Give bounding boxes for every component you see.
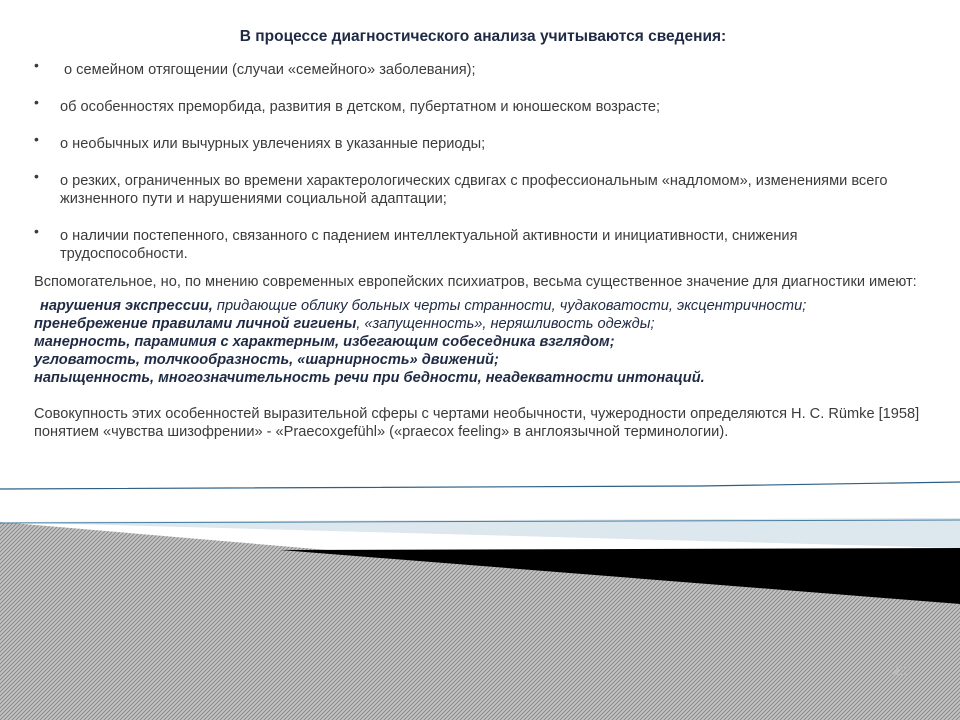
bullet-text: о необычных или вычурных увлечениях в указанные периоды; — [60, 136, 486, 152]
bullet-item — [34, 168, 924, 208]
bullet-text: об особенностях преморбида, развития в детском, пубертатном и юношеском возрасте; — [60, 99, 661, 115]
bullet-item — [34, 57, 924, 79]
sign-line — [34, 351, 924, 369]
sign-line — [34, 369, 924, 387]
sign-line — [34, 333, 924, 351]
sign-bold-text: пренебрежение правилами личной гигиены — [34, 316, 357, 332]
sign-bold-text: манерность, парамимия с характерным, избегающим собеседника взглядом; — [34, 334, 615, 350]
slide-title: В процессе диагностического анализа учитываются сведения: — [239, 28, 727, 45]
auxiliary-intro-paragraph: Вспомогательное, но, по мнению современных европейских психиатров, весьма существенное значение для диагностики имеют: — [34, 274, 917, 290]
bullet-item — [34, 94, 924, 116]
conclusion-paragraph: Совокупность этих особенностей выразительной сферы с чертами необычности, чужеродности определяются H. C. Rümke [1958] понятием «чувства шизофрении» - «Praecoxgefühl» («praecox feeling» в англоязычной терминологии). — [34, 406, 920, 440]
bullet-text: о семейном отягощении (случаи «семейного» заболевания); — [64, 62, 476, 78]
sign-bold-text: нарушения экспрессии, — [40, 298, 213, 314]
bullet-text: о резких, ограниченных во времени характерологических сдвигах с профессиональным «надломом», изменениями всего жизненного пути и нарушениями социальной адаптации; — [60, 173, 888, 207]
bullet-item — [34, 131, 924, 153]
bullet-icon: • — [34, 94, 39, 110]
bullet-icon: • — [34, 168, 39, 184]
bullet-icon: • — [34, 57, 39, 73]
sign-bold-text: угловатость, толчкообразность, «шарнирность» движений; — [34, 352, 499, 368]
bullet-text: о наличии постепенного, связанного с падением интеллектуальной активности и инициативности, снижения трудоспособности. — [60, 228, 798, 262]
bullet-icon: • — [34, 131, 39, 147]
bullet-list — [34, 57, 924, 263]
sign-bold-text: напыщенность, многозначительность речи при бедности, неадекватности интонаций. — [34, 370, 705, 386]
bullet-icon: • — [34, 223, 39, 239]
sign-rest-text: придающие облику больных черты странности, чудаковатости, эксцентричности; — [212, 298, 807, 314]
sign-rest-text: , «запущенность», неряшливость одежды; — [356, 316, 655, 332]
signs-list — [34, 297, 924, 387]
sign-line — [34, 315, 924, 333]
sign-line — [34, 297, 924, 315]
bullet-item — [34, 223, 924, 263]
slide-content — [34, 28, 924, 441]
page-number: 22 — [893, 664, 907, 678]
accent-line — [0, 482, 960, 489]
